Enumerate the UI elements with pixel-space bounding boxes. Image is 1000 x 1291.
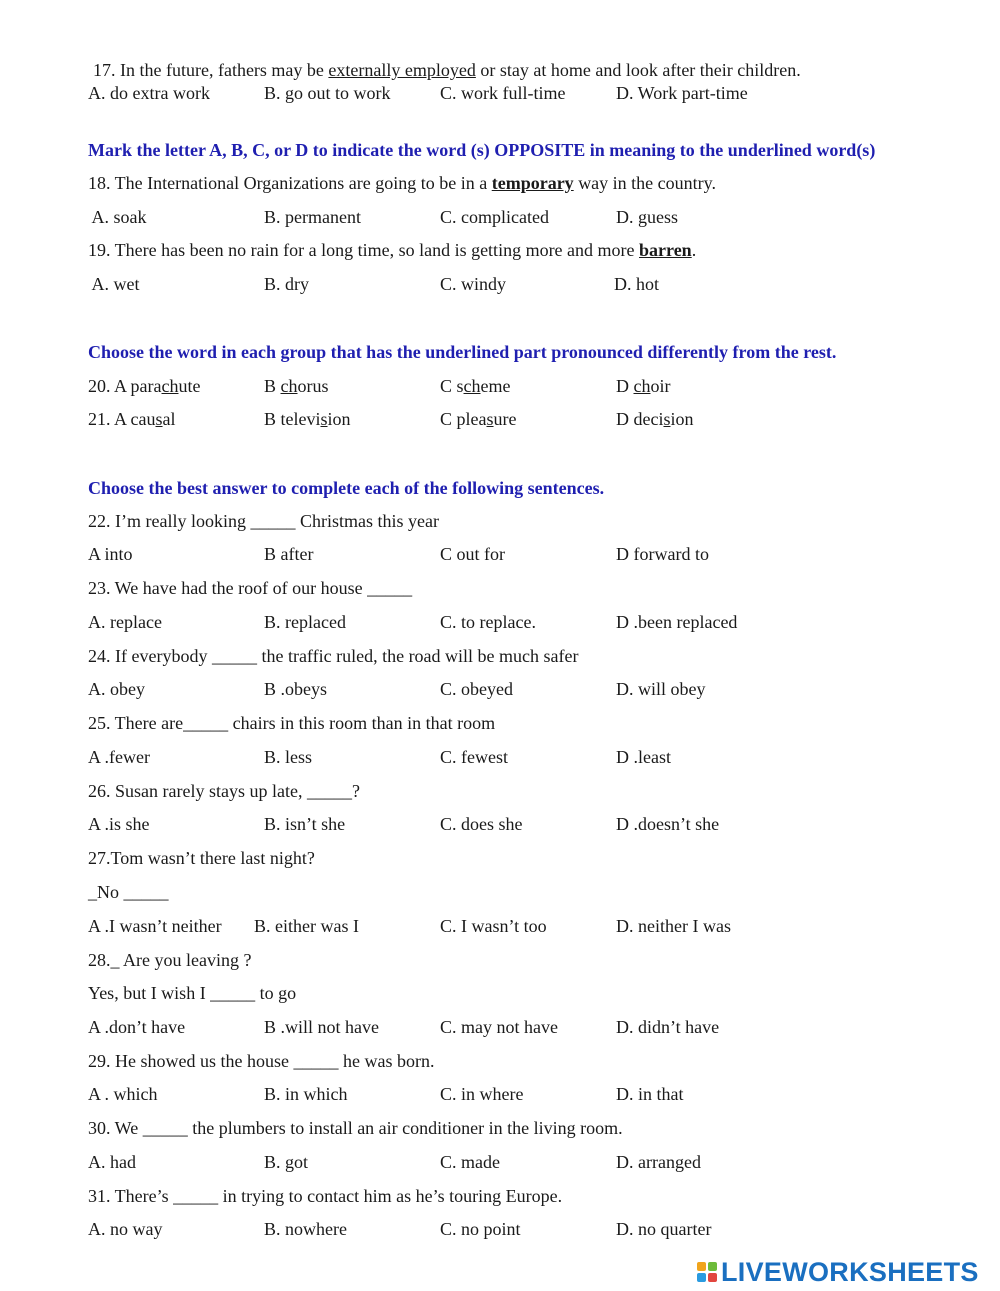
option-text: 20. A para bbox=[88, 376, 162, 396]
question-24: 24. If everybody _____ the traffic ruled, the road will be much safer bbox=[88, 646, 579, 666]
option-text: eme bbox=[480, 376, 511, 396]
underlined-letters: ch bbox=[161, 376, 179, 396]
option-c[interactable]: C. work full-time bbox=[440, 83, 566, 103]
option-d[interactable]: D .doesn’t she bbox=[616, 814, 720, 834]
option-b[interactable]: B. permanent bbox=[264, 207, 361, 227]
question-27: 27.Tom wasn’t there last night? bbox=[88, 848, 315, 868]
option-b[interactable]: B. either was I bbox=[254, 916, 359, 936]
section-heading-opposite: Mark the letter A, B, C, or D to indicate the word (s) OPPOSITE in meaning to the underlined word(s) bbox=[88, 140, 876, 160]
option-a[interactable]: A . which bbox=[88, 1084, 158, 1104]
question-text: . bbox=[691, 240, 697, 260]
option-d[interactable]: D. hot bbox=[614, 274, 659, 294]
option-a[interactable]: A. do extra work bbox=[88, 83, 210, 103]
question-19 bbox=[88, 239, 696, 261]
options-31 bbox=[88, 1218, 948, 1240]
underlined-letters: s bbox=[155, 409, 163, 429]
question-text: 19. There has been no rain for a long time, so land is getting more and more bbox=[88, 240, 640, 260]
option-text: oir bbox=[650, 376, 671, 396]
option-c[interactable]: C. obeyed bbox=[440, 679, 513, 699]
option-b[interactable] bbox=[264, 408, 351, 430]
question-30: 30. We _____ the plumbers to install an air conditioner in the living room. bbox=[88, 1118, 623, 1138]
option-b[interactable]: B. replaced bbox=[264, 612, 346, 632]
option-c[interactable]: C out for bbox=[440, 544, 505, 564]
options-18 bbox=[88, 206, 948, 228]
option-text: orus bbox=[297, 376, 329, 396]
option-a[interactable]: A. wet bbox=[88, 274, 140, 294]
question-28-reply: Yes, but I wish I _____ to go bbox=[88, 983, 297, 1003]
logo-square-4 bbox=[708, 1273, 717, 1282]
option-b[interactable]: B. got bbox=[264, 1152, 309, 1172]
option-a[interactable]: A .is she bbox=[88, 814, 150, 834]
question-27-reply: _No _____ bbox=[88, 882, 169, 902]
option-d[interactable]: D .been replaced bbox=[616, 612, 738, 632]
logo-square-3 bbox=[697, 1273, 706, 1282]
option-a[interactable]: A. had bbox=[88, 1152, 136, 1172]
option-d[interactable] bbox=[616, 375, 671, 397]
option-a[interactable]: A. replace bbox=[88, 612, 162, 632]
section-heading-pronunciation: Choose the word in each group that has the underlined part pronounced differently from the rest. bbox=[88, 342, 837, 362]
options-26 bbox=[88, 813, 948, 835]
option-d[interactable]: D. didn’t have bbox=[616, 1017, 720, 1037]
underlined-letters: s bbox=[486, 409, 494, 429]
question-17 bbox=[93, 59, 801, 81]
underlined-letters: s bbox=[320, 409, 328, 429]
option-d[interactable]: D. guess bbox=[616, 207, 678, 227]
question-26: 26. Susan rarely stays up late, _____? bbox=[88, 781, 360, 801]
option-text: ure bbox=[493, 409, 517, 429]
options-25 bbox=[88, 746, 948, 768]
logo-grid-icon bbox=[697, 1262, 717, 1282]
option-c[interactable]: C. in where bbox=[440, 1084, 524, 1104]
question-text: way in the country. bbox=[573, 173, 716, 193]
options-29 bbox=[88, 1083, 948, 1105]
question-text: 18. The International Organizations are going to be in a bbox=[88, 173, 492, 193]
underlined-letters: s bbox=[663, 409, 671, 429]
underlined-letters: ch bbox=[463, 376, 481, 396]
option-a[interactable]: A. no way bbox=[88, 1219, 163, 1239]
option-a[interactable]: A .don’t have bbox=[88, 1017, 186, 1037]
option-b[interactable]: B .will not have bbox=[264, 1017, 379, 1037]
question-23: 23. We have had the roof of our house _____ bbox=[88, 578, 413, 598]
logo-square-2 bbox=[708, 1262, 717, 1271]
option-text: D bbox=[616, 376, 634, 396]
option-c[interactable] bbox=[440, 408, 517, 430]
liveworksheets-logo[interactable] bbox=[697, 1257, 979, 1287]
option-text: C s bbox=[440, 376, 464, 396]
option-c[interactable]: C. windy bbox=[440, 274, 507, 294]
options-17 bbox=[88, 82, 948, 104]
option-c[interactable]: C. does she bbox=[440, 814, 523, 834]
options-30 bbox=[88, 1151, 948, 1173]
question-25: 25. There are_____ chairs in this room than in that room bbox=[88, 713, 496, 733]
option-c[interactable] bbox=[440, 375, 511, 397]
option-a[interactable]: A .fewer bbox=[88, 747, 150, 767]
options-22 bbox=[88, 543, 948, 565]
option-a[interactable]: A into bbox=[88, 544, 133, 564]
option-c[interactable]: C. fewest bbox=[440, 747, 508, 767]
options-19 bbox=[88, 273, 948, 295]
options-24 bbox=[88, 678, 948, 700]
option-c[interactable]: C. may not have bbox=[440, 1017, 558, 1037]
question-20 bbox=[88, 375, 948, 397]
option-d[interactable]: D. arranged bbox=[616, 1152, 701, 1172]
option-b[interactable]: B. nowhere bbox=[264, 1219, 347, 1239]
option-d[interactable]: D .least bbox=[616, 747, 671, 767]
option-a[interactable] bbox=[88, 375, 201, 397]
option-b[interactable]: B after bbox=[264, 544, 314, 564]
option-a[interactable] bbox=[88, 408, 176, 430]
question-text: or stay at home and look after their children. bbox=[475, 60, 801, 80]
option-c[interactable]: C. to replace. bbox=[440, 612, 536, 632]
question-31: 31. There’s _____ in trying to contact him as he’s touring Europe. bbox=[88, 1186, 563, 1206]
underlined-word: temporary bbox=[491, 173, 574, 193]
logo-text: LIVEWORKSHEETS bbox=[721, 1256, 979, 1287]
option-c[interactable]: C. no point bbox=[440, 1219, 521, 1239]
question-21 bbox=[88, 408, 948, 430]
option-b[interactable]: B. isn’t she bbox=[264, 814, 346, 834]
option-a[interactable]: A. obey bbox=[88, 679, 145, 699]
underlined-word: barren bbox=[639, 240, 692, 260]
option-text: D deci bbox=[616, 409, 664, 429]
option-d[interactable]: D forward to bbox=[616, 544, 709, 564]
question-22: 22. I’m really looking _____ Christmas this year bbox=[88, 511, 439, 531]
option-b[interactable]: B. go out to work bbox=[264, 83, 391, 103]
option-text: ion bbox=[670, 409, 694, 429]
options-28 bbox=[88, 1016, 948, 1038]
section-heading-complete: Choose the best answer to complete each of the following sentences. bbox=[88, 478, 605, 498]
option-text: 21. A cau bbox=[88, 409, 156, 429]
option-c[interactable]: C. I wasn’t too bbox=[440, 916, 547, 936]
option-b[interactable]: B. in which bbox=[264, 1084, 348, 1104]
underlined-phrase: externally employed bbox=[328, 60, 476, 80]
option-a[interactable]: A. soak bbox=[88, 207, 147, 227]
options-27 bbox=[88, 915, 948, 937]
question-29: 29. He showed us the house _____ he was born. bbox=[88, 1051, 435, 1071]
question-text: 17. In the future, fathers may be bbox=[93, 60, 329, 80]
option-d[interactable]: D. neither I was bbox=[616, 916, 731, 936]
option-b[interactable]: B. dry bbox=[264, 274, 309, 294]
option-text: ion bbox=[327, 409, 351, 429]
option-d[interactable]: D. in that bbox=[616, 1084, 684, 1104]
option-text: al bbox=[162, 409, 176, 429]
option-text: ute bbox=[178, 376, 201, 396]
options-23 bbox=[88, 611, 948, 633]
option-text: B bbox=[264, 376, 281, 396]
option-text: C plea bbox=[440, 409, 487, 429]
option-c[interactable]: C. made bbox=[440, 1152, 500, 1172]
question-28: 28._ Are you leaving ? bbox=[88, 950, 252, 970]
underlined-letters: ch bbox=[633, 376, 651, 396]
option-d[interactable]: D. no quarter bbox=[616, 1219, 712, 1239]
option-b[interactable] bbox=[264, 375, 329, 397]
option-b[interactable]: B .obeys bbox=[264, 679, 327, 699]
option-d[interactable]: D. Work part-time bbox=[616, 83, 748, 103]
option-b[interactable]: B. less bbox=[264, 747, 313, 767]
question-18 bbox=[88, 172, 716, 194]
option-d[interactable] bbox=[616, 408, 694, 430]
option-a[interactable]: A .I wasn’t neither bbox=[88, 916, 222, 936]
option-c[interactable]: C. complicated bbox=[440, 207, 549, 227]
logo-square-1 bbox=[697, 1262, 706, 1271]
option-d[interactable]: D. will obey bbox=[616, 679, 706, 699]
option-text: B televi bbox=[264, 409, 321, 429]
underlined-letters: ch bbox=[280, 376, 298, 396]
